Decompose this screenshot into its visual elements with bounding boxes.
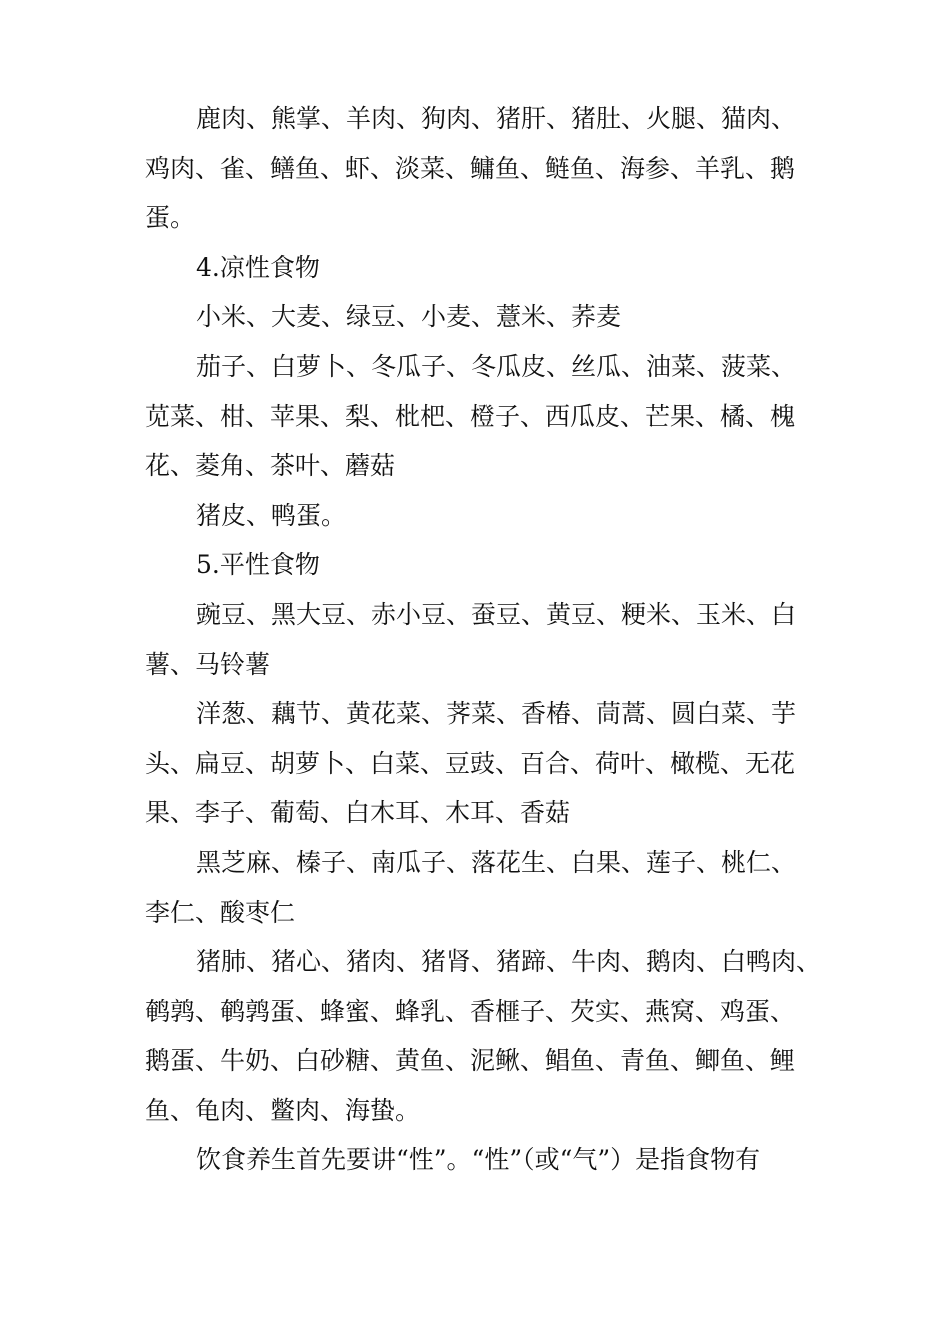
text-line: 鸡肉、雀、鳝鱼、虾、淡菜、鳙鱼、鲢鱼、海参、羊乳、鹅 (145, 153, 796, 183)
document-body (145, 94, 835, 1185)
text-line: 鹿肉、熊掌、羊肉、狗肉、猪肝、猪肚、火腿、猫肉、 (196, 104, 797, 133)
paragraph-neutral-foods-nuts-seeds (145, 838, 835, 937)
section-heading-cool-foods (145, 243, 835, 293)
text-line: 洋葱、藕节、黄花菜、荠菜、香椿、茼蒿、圆白菜、芋 (196, 699, 797, 729)
paragraph-neutral-foods-vegetables-fruits (145, 689, 835, 838)
text-line: 李仁、酸枣仁 (145, 897, 296, 927)
text-line: 鹅蛋、牛奶、白砂糖、黄鱼、泥鳅、鲳鱼、青鱼、鲫鱼、鲤 (145, 1046, 796, 1076)
paragraph-neutral-foods-meat (145, 937, 835, 1135)
text-line: 猪肺、猪心、猪肉、猪肾、猪蹄、牛肉、鹅肉、白鸭肉、 (196, 947, 822, 977)
paragraph-cool-foods-grains (145, 292, 835, 342)
text-line: 薯、马铃薯 (145, 649, 271, 679)
text-line: 花、菱角、茶叶、蘑菇 (145, 451, 396, 481)
heading-text: 5.平性食物 (196, 550, 320, 580)
text-line: 小米、大麦、绿豆、小麦、薏米、荞麦 (196, 302, 622, 332)
paragraph-cool-foods-meat (145, 491, 835, 541)
paragraph-diet-principle-intro (145, 1135, 835, 1185)
paragraph-neutral-foods-grains (145, 590, 835, 689)
text-line: 苋菜、柑、苹果、梨、枇杷、橙子、西瓜皮、芒果、橘、槐 (145, 401, 796, 431)
paragraph-cool-foods-vegetables-fruits (145, 342, 835, 491)
text-line: 茄子、白萝卜、冬瓜子、冬瓜皮、丝瓜、油菜、菠菜、 (196, 351, 797, 381)
text-line: 蛋。 (145, 203, 196, 233)
section-heading-neutral-foods (145, 540, 835, 590)
text-line: 猪皮、鸭蛋。 (196, 500, 347, 530)
text-line: 鹌鹑、鹌鹑蛋、蜂蜜、蜂乳、香榧子、芡实、燕窝、鸡蛋、 (145, 996, 796, 1026)
text-line: 饮食养生首先要讲“性”。“性”（或“气”）是指食物有 (196, 1145, 761, 1175)
text-line: 黑芝麻、榛子、南瓜子、落花生、白果、莲子、桃仁、 (196, 847, 797, 877)
text-line: 豌豆、黑大豆、赤小豆、蚕豆、黄豆、粳米、玉米、白 (196, 599, 797, 629)
text-line: 鱼、龟肉、鳖肉、海蛰。 (145, 1095, 421, 1125)
text-line: 果、李子、葡萄、白木耳、木耳、香菇 (145, 798, 571, 828)
heading-text: 4.凉性食物 (196, 252, 320, 282)
paragraph-warm-foods-meat (145, 94, 835, 243)
text-line: 头、扁豆、胡萝卜、白菜、豆豉、百合、荷叶、橄榄、无花 (145, 748, 796, 778)
